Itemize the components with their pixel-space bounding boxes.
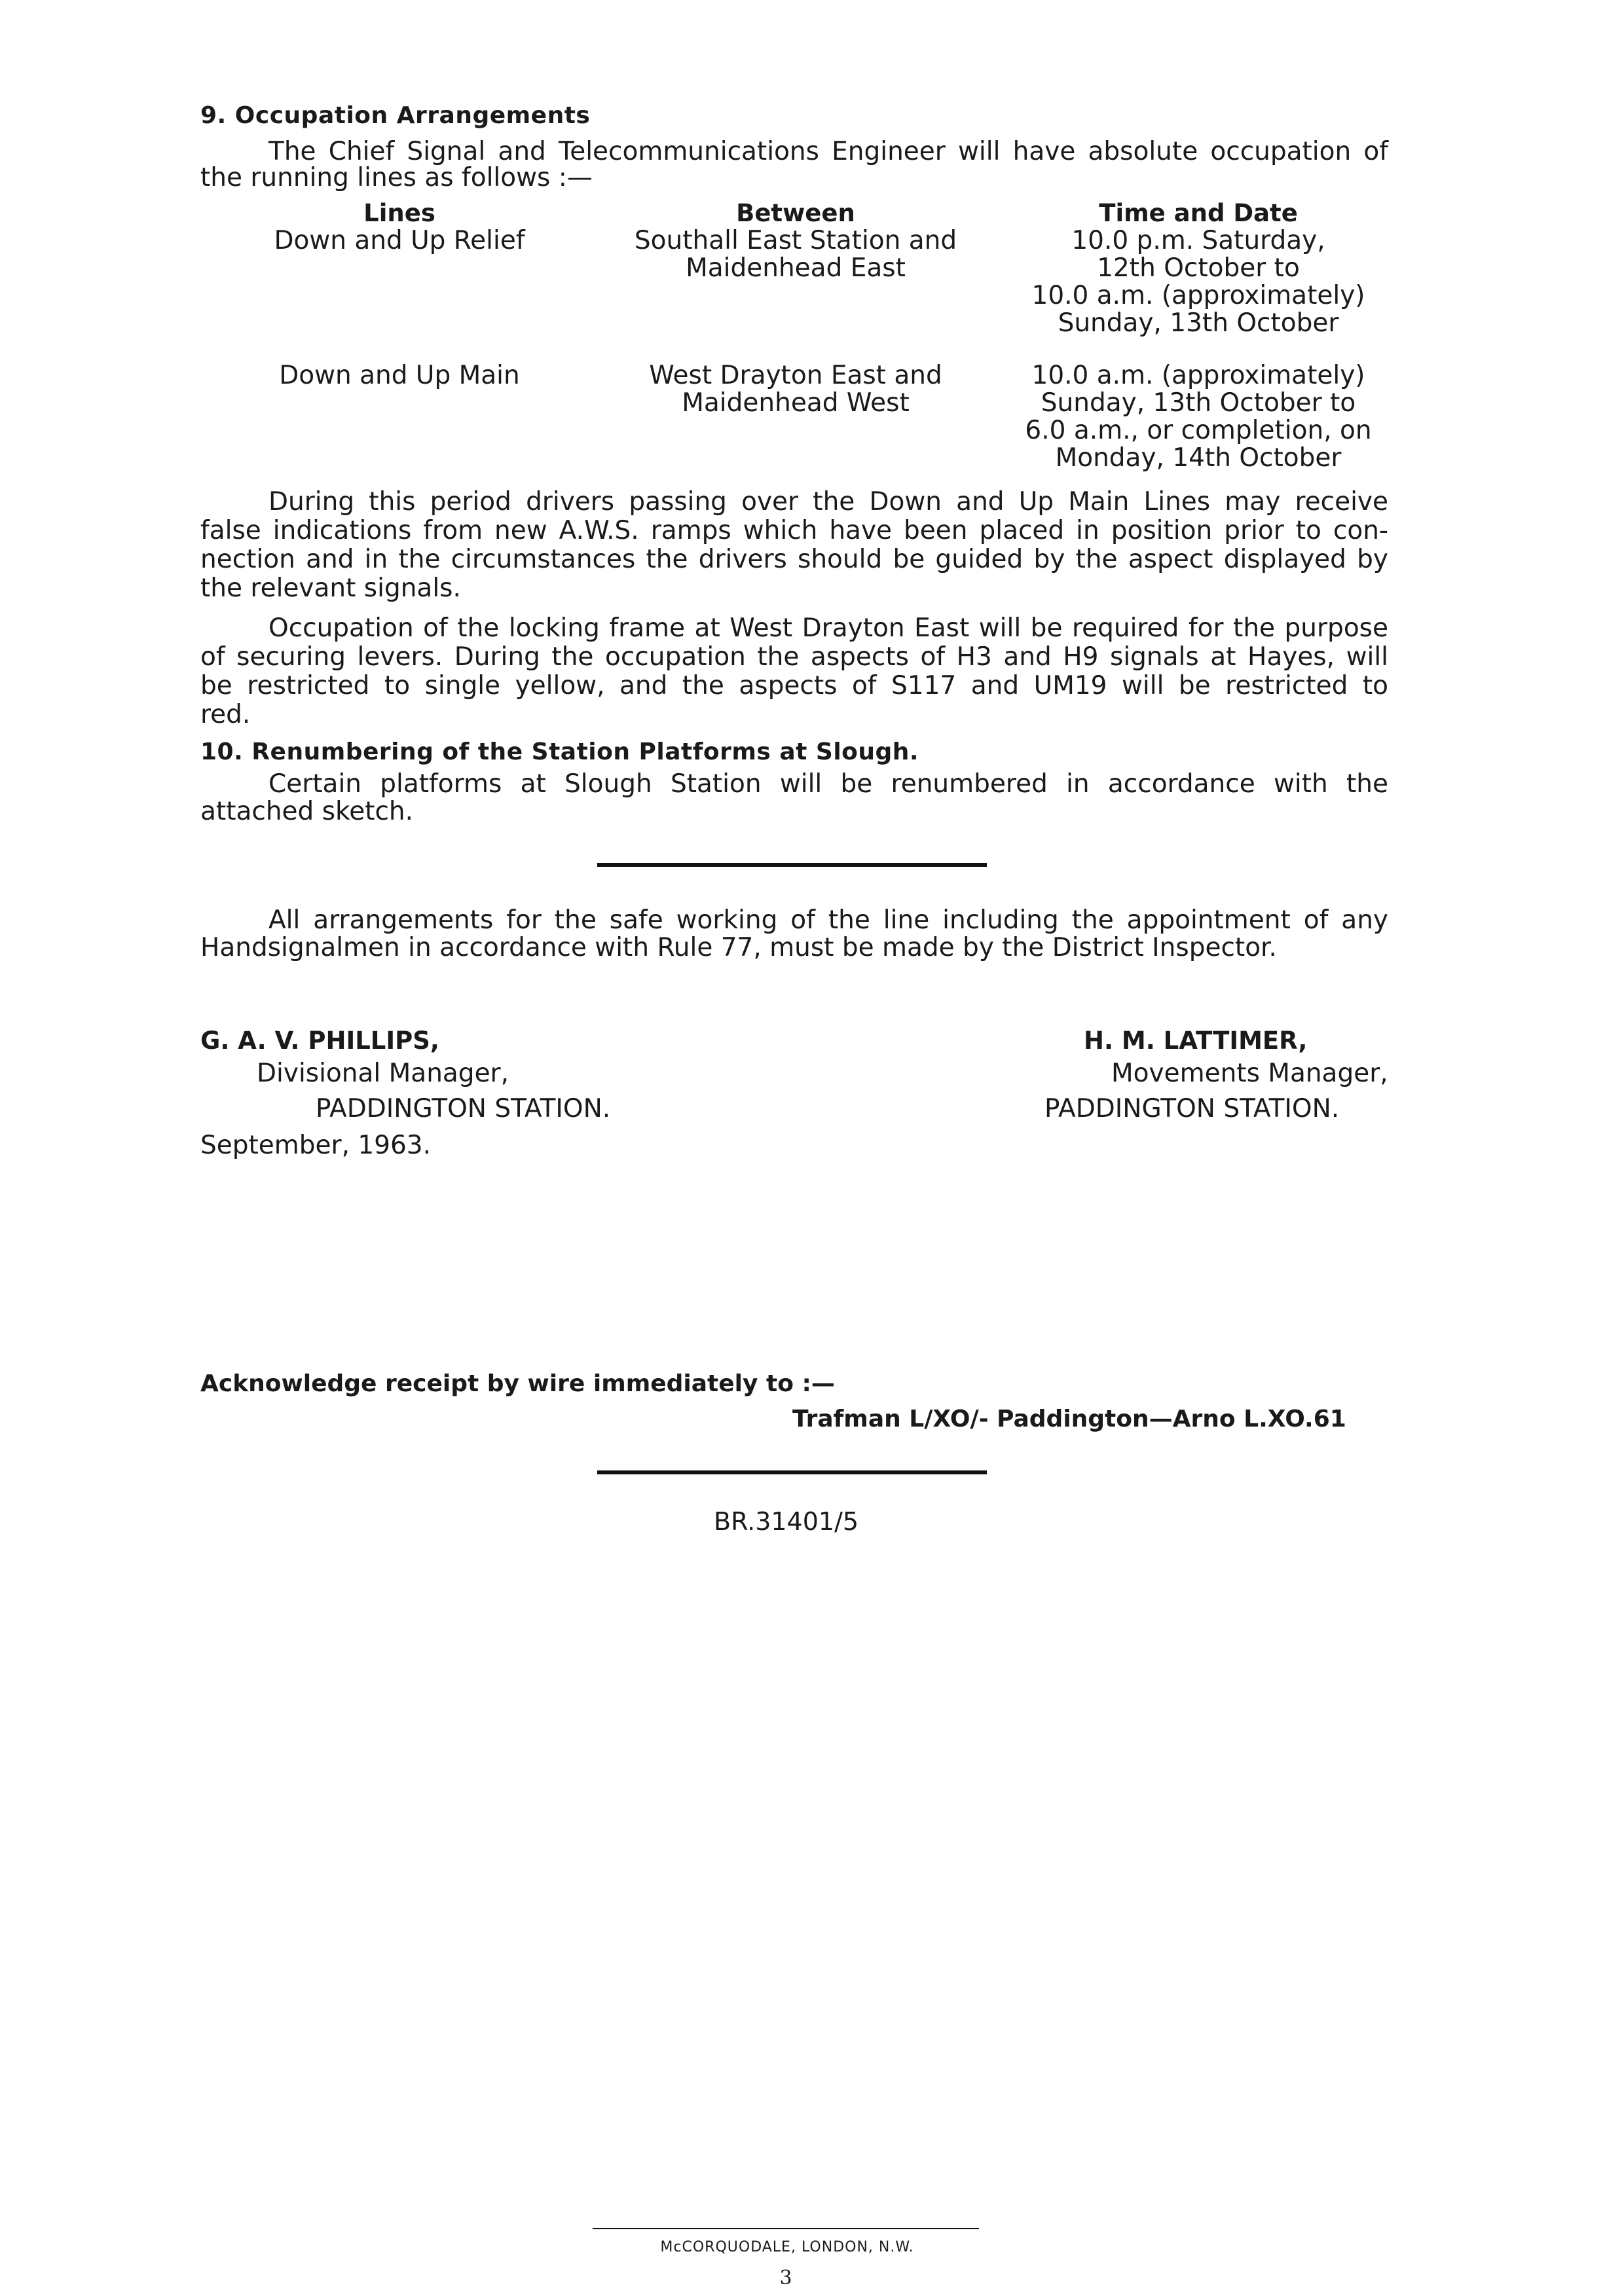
page-number: 3 <box>779 2267 792 2289</box>
signature-left-station: PADDINGTON STATION. <box>316 1094 611 1123</box>
table-column-lines <box>229 200 570 255</box>
section-9-heading: 9. Occupation Arrangements <box>200 102 591 129</box>
acknowledge-line-2: Trafman L/XO/- Paddington—Arno L.XO.61 <box>792 1406 1346 1432</box>
acknowledge-line-1: Acknowledge receipt by wire immediately to :— <box>200 1370 835 1397</box>
table-header-time-and-date: Time and Date <box>1099 199 1298 227</box>
table-cell-between-row-2-line-1: West Drayton East and <box>649 361 942 390</box>
table-cell-between-row-2-line-2: Maidenhead West <box>682 388 910 418</box>
paragraph-1-line-1: During this period drivers passing over the Down and Up Main Lines may receive <box>268 487 1388 517</box>
divider-rule-1 <box>597 863 987 867</box>
paragraph-1-line-2: false indications from new A.W.S. ramps which have been placed in position prior to con- <box>200 516 1388 545</box>
table-cell-time-row-1-line-1: 10.0 p.m. Saturday, <box>1071 226 1325 255</box>
table-cell-time-row-2-line-3: 6.0 a.m., or completion, on <box>1025 416 1372 445</box>
document-reference: BR.31401/5 <box>714 1507 859 1536</box>
table-cell-time-row-2-line-1: 10.0 a.m. (approximately) <box>1031 361 1365 390</box>
section-9-paragraph-2 <box>200 614 1388 729</box>
footer-rule <box>593 2228 979 2229</box>
closing-line-1: All arrangements for the safe working of the line including the appointment of any <box>268 905 1388 935</box>
table-cell-lines-row-1: Down and Up Relief <box>274 226 525 255</box>
table-header-between: Between <box>736 199 855 227</box>
paragraph-2-line-3: be restricted to single yellow, and the aspects of S117 and UM19 will be restricted to <box>200 671 1388 701</box>
table-row-2-lines <box>229 362 570 390</box>
table-column-time-and-date <box>995 200 1401 337</box>
table-row-2-time <box>995 362 1401 472</box>
table-cell-between-row-1-line-1: Southall East Station and <box>634 226 957 255</box>
signature-right-title: Movements Manager, <box>1111 1059 1388 1088</box>
table-row-2-between <box>589 362 1002 417</box>
paragraph-1-line-4: the relevant signals. <box>200 574 461 603</box>
table-header-lines: Lines <box>363 199 435 227</box>
table-cell-time-row-1-line-3: 10.0 a.m. (approximately) <box>1031 281 1365 310</box>
signature-right-name: H. M. LATTIMER, <box>1084 1027 1308 1055</box>
signature-right-station: PADDINGTON STATION. <box>1044 1094 1340 1123</box>
section-9-intro-line-1: The Chief Signal and Telecommunications Engineer will have absolute occupation of <box>268 137 1388 166</box>
closing-line-2: Handsignalmen in accordance with Rule 77, must be made by the District Inspector. <box>200 933 1277 962</box>
paragraph-2-line-4: red. <box>200 700 251 729</box>
section-9-paragraph-1 <box>200 488 1388 603</box>
table-cell-time-row-1-line-4: Sunday, 13th October <box>1058 308 1339 338</box>
table-cell-lines-row-2: Down and Up Main <box>279 361 520 390</box>
section-10-line-1: Certain platforms at Slough Station will be renumbered in accordance with the <box>268 769 1388 799</box>
section-9-intro-line-2: the running lines as follows :— <box>200 163 593 192</box>
section-10-line-2: attached sketch. <box>200 797 414 826</box>
paragraph-1-line-3: nection and in the circumstances the drivers should be guided by the aspect displayed by <box>200 545 1388 574</box>
paragraph-2-line-1: Occupation of the locking frame at West Drayton East will be required for the purpose <box>268 613 1388 643</box>
divider-rule-2 <box>597 1470 987 1474</box>
table-cell-time-row-2-line-4: Monday, 14th October <box>1055 443 1342 473</box>
printer-imprint: McCORQUODALE, LONDON, N.W. <box>660 2239 914 2255</box>
table-cell-between-row-1-line-2: Maidenhead East <box>686 253 906 283</box>
table-cell-time-row-1-line-2: 12th October to <box>1097 253 1300 283</box>
table-cell-time-row-2-line-2: Sunday, 13th October to <box>1041 388 1356 418</box>
table-column-between <box>589 200 1002 282</box>
paragraph-2-line-2: of securing levers. During the occupation the aspects of H3 and H9 signals at Hayes, will <box>200 642 1388 672</box>
signature-left-name: G. A. V. PHILLIPS, <box>200 1027 439 1055</box>
section-10-heading: 10. Renumbering of the Station Platforms at Slough. <box>200 738 919 765</box>
signature-left-title: Divisional Manager, <box>257 1059 509 1088</box>
signature-left-date: September, 1963. <box>200 1131 432 1160</box>
